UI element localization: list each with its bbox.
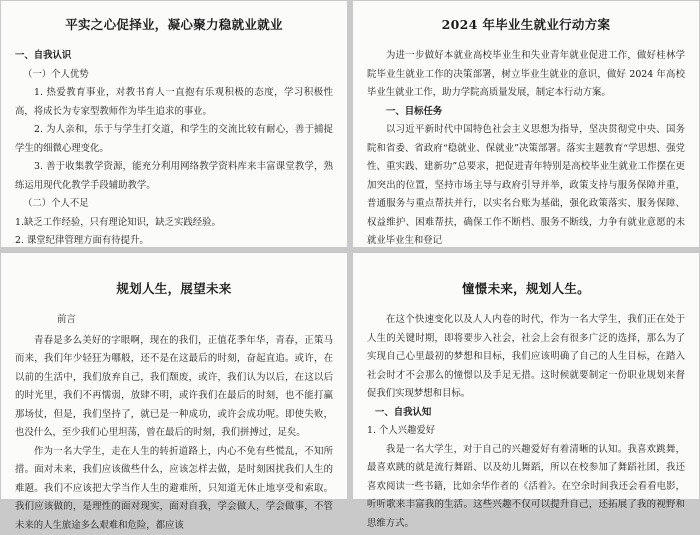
body-paragraph: 以习近平新时代中国特色社会主义思想为指导，坚决贯彻党中央、国务院和省委、省政府“稳就业、保就业”决策部署。落实主题教育“学思想、强党性、重实践、建新功”总要求，把促进青年特别是高校毕业生就业工作摆在更加突出的位置，坚持市场主导与政府引导并举，政策支持与服务保障并重，普通服务与重点帮扶并行，以实名台账为基础，强化政策落实、服务保障、权益维护、困难帮扶，确保工作不断档、服务不断线，力争有就业意愿的未就业毕业生和登记 [367, 121, 685, 251]
page-title: 憧憬未来，规划人生。 [367, 279, 685, 299]
weakness-item-1: 1.缺乏工作经验，只有理论知识，缺乏实践经验。 [15, 214, 333, 233]
page-title: 平实之心促择业，凝心聚力稳就业就业 [15, 15, 333, 35]
document-page-bottom-left [1, 253, 347, 499]
preface-heading: 前言 [15, 311, 333, 330]
body-paragraph: 我是一名大学生，对于自己的兴趣爱好有着清晰的认知。我喜欢跳舞，最喜欢跳的就是流行舞蹈、以及幼儿舞蹈，所以在校参加了舞蹈社团，我还喜欢阅读一些书籍，比如余华作者的《活着》。在空余时间我还会看看电影，听听歌来丰富我的生活。这些兴趣不仅可以提升自己，还拓展了我的视野和思维方式。 [367, 441, 685, 534]
weakness-item-2: 2. 课堂纪律管理方面有待提升。 [15, 232, 333, 251]
section-heading: 一、目标任务 [367, 103, 685, 122]
strength-item-1: 1. 热爱教育事业，对教书育人一直抱有乐观积极的态度，学习积极性高，将成长为专家型教师作为毕生追求的事业。 [15, 84, 333, 121]
section-heading: 一、自我认知 [367, 404, 685, 423]
document-page-bottom-right [353, 253, 699, 499]
strength-item-3: 3. 善于收集教学资源，能充分利用网络教学资料库来丰富课堂教学，熟练运用现代化教学手段辅助教学。 [15, 158, 333, 195]
subsection-heading: （一）个人优势 [15, 66, 333, 85]
page-title: 规划人生，展望未来 [15, 279, 333, 299]
intro-paragraph: 在这个快速变化以及人人内卷的时代，作为一名大学生，我们正在处于人生的关键时期，即将要步入社会，社会上会有很多广泛的选择，那么为了实现自己心里最初的梦想和目标，我们应该明确了自己的人生目标，在踏入社会时才不会那么的憧憬以及手足无措。这时候就要制定一份职业规划来督促我们实现梦想和目标。 [367, 311, 685, 404]
subsection-heading: （二）个人不足 [15, 195, 333, 214]
section-heading: 一、自我认识 [15, 47, 333, 66]
subsection-heading: 1. 个人兴趣爱好 [367, 422, 685, 441]
body-paragraph: 青春是多么美好的字眼啊，现在的我们，正值花季年华，青春，正策马而来，我们年少轻狂为哪般，还不是在这最后的时刻，奋起直追。或许，在以前的生活中，我们放弃自己，我们颓废，或许，我们认为以后，在这以后的时光里，我们不再懦弱，放肆不明，或许我们在最后的时刻，也不能打赢那场仗，但是，我们坚持了，就已是一种成功，或许会成功呢。即使失败，也没什么，至少我们心里坦荡，曾在最后的时刻，我们拼搏过，足矣。 [15, 332, 333, 443]
strength-item-2: 2. 为人亲和，乐于与学生打交道，和学生的交流比较有耐心，善于捕捉学生的细微心理变化。 [15, 121, 333, 158]
body-paragraph: 作为一名大学生，走在人生的转折道路上，内心不免有些慌乱，不知所措。面对未来，我们应该做些什么，应该怎样去做，是时刻困扰我们人生的难题。我们不应该把大学当作人生的避难所，只知道无休止地享受和索取。我们应该做的，是理性的面对现实，面对自我，学会做人，学会做事，不管未来的人生旅途多么艰难和危险，都应该 [15, 443, 333, 535]
intro-paragraph: 为进一步做好本就业高校毕业生和失业青年就业促进工作，做好桂林学院毕业生就业工作的决策部署，树立毕业生就业的意识，做好 2024 年高校毕业生就业工作，助力学院高质量发展，制定本行动方案。 [367, 47, 685, 103]
page-title: 2024 年毕业生就业行动方案 [367, 15, 685, 35]
document-page-top-right [353, 1, 699, 247]
document-page-top-left [1, 1, 347, 247]
